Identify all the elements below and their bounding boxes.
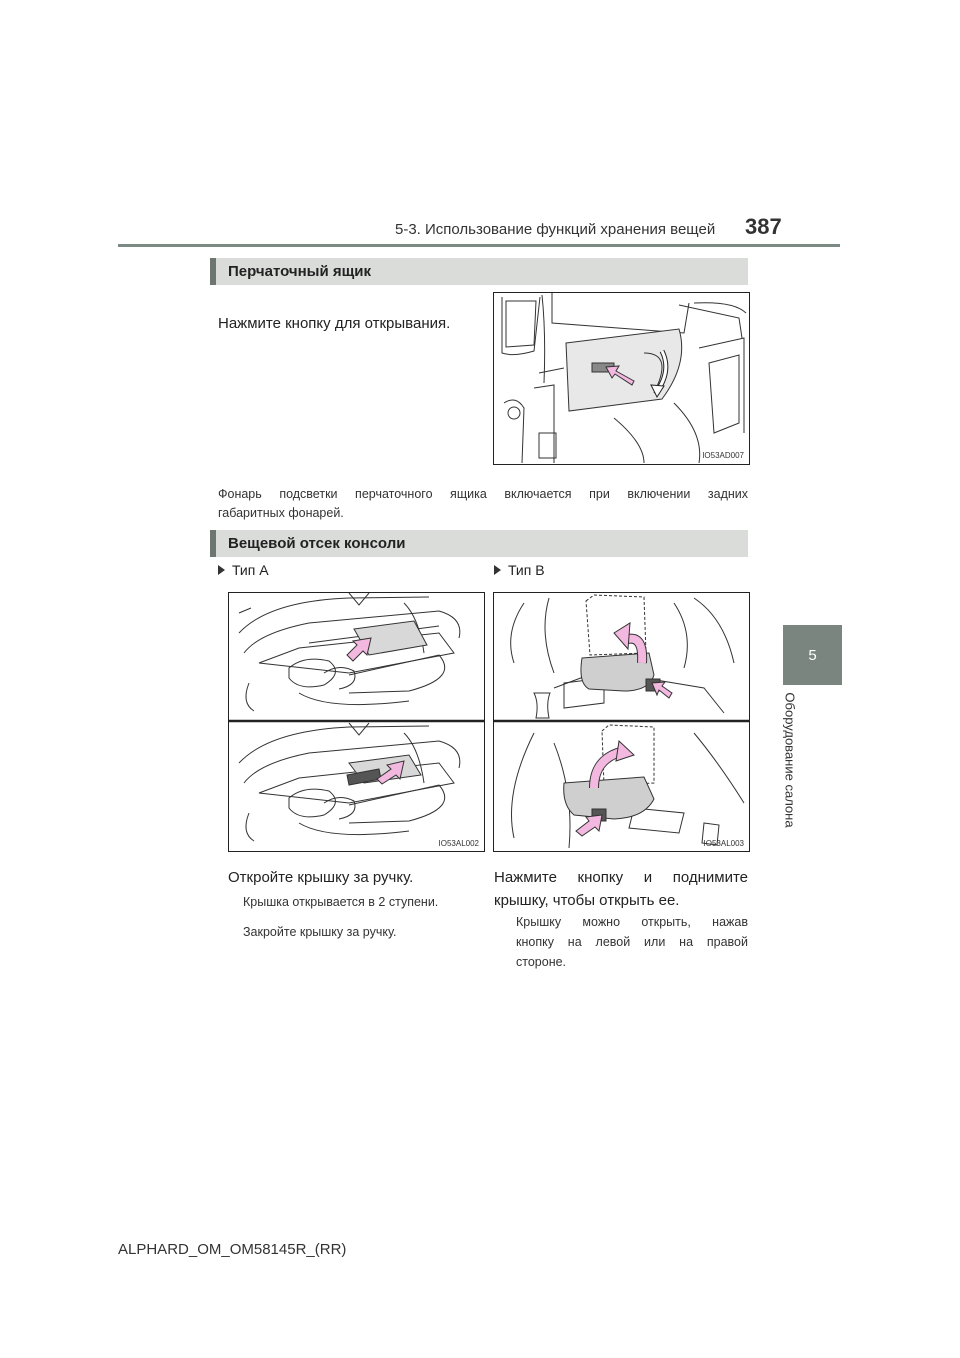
glovebox-note-line2: габаритных фонарей.	[218, 506, 344, 520]
glovebox-figure	[493, 292, 750, 465]
type-a-figure	[228, 592, 485, 852]
bullet-triangle-icon	[218, 565, 225, 575]
type-a-heading	[218, 562, 269, 578]
type-b-instruction-line2: крышку, чтобы открыть ее.	[494, 892, 680, 909]
section-heading-glovebox: Перчаточный ящик	[210, 258, 748, 285]
chapter-title: Оборудование салона	[782, 692, 798, 828]
type-b-figure-label: IO53AL003	[703, 839, 744, 848]
type-a-instruction: Откройте крышку за ручку.	[228, 869, 414, 886]
footer-doc-code: ALPHARD_OM_OM58145R_(RR)	[118, 1241, 347, 1258]
header-divider	[118, 244, 840, 247]
header-section-title: 5-3. Использование функций хранения вещей	[395, 221, 716, 238]
glovebox-instruction: Нажмите кнопку для открывания.	[218, 315, 451, 332]
page-number: 387	[745, 214, 782, 239]
type-a-note-1: Крышка открывается в 2 ступени.	[243, 895, 439, 909]
type-b-note-line3: стороне.	[516, 955, 567, 969]
type-b-note-line1: Крышку можно открыть, нажав	[516, 915, 748, 929]
type-b-heading	[494, 562, 545, 578]
glovebox-illustration	[494, 293, 749, 464]
type-a-illustration	[229, 593, 484, 851]
type-a-figure-label: IO53AL002	[438, 839, 479, 848]
chapter-tab	[783, 625, 842, 685]
type-b-illustration	[494, 593, 749, 851]
type-a-label: Тип А	[232, 562, 269, 578]
glovebox-note-line1: Фонарь подсветки перчаточного ящика включается при включении задних	[218, 487, 748, 501]
type-a-note-2: Закройте крышку за ручку.	[243, 925, 397, 939]
type-b-figure	[493, 592, 750, 852]
chapter-number: 5	[808, 646, 817, 664]
bullet-triangle-icon	[494, 565, 501, 575]
chapter-side-label	[760, 690, 820, 830]
type-b-instruction-line1: Нажмите кнопку и поднимите	[494, 869, 748, 886]
section-heading-console: Вещевой отсек консоли	[210, 530, 748, 557]
glovebox-figure-label: IO53AD007	[702, 451, 744, 460]
type-b-note-line2: кнопку на левой или на правой	[516, 935, 748, 949]
type-b-label: Тип B	[508, 562, 545, 578]
